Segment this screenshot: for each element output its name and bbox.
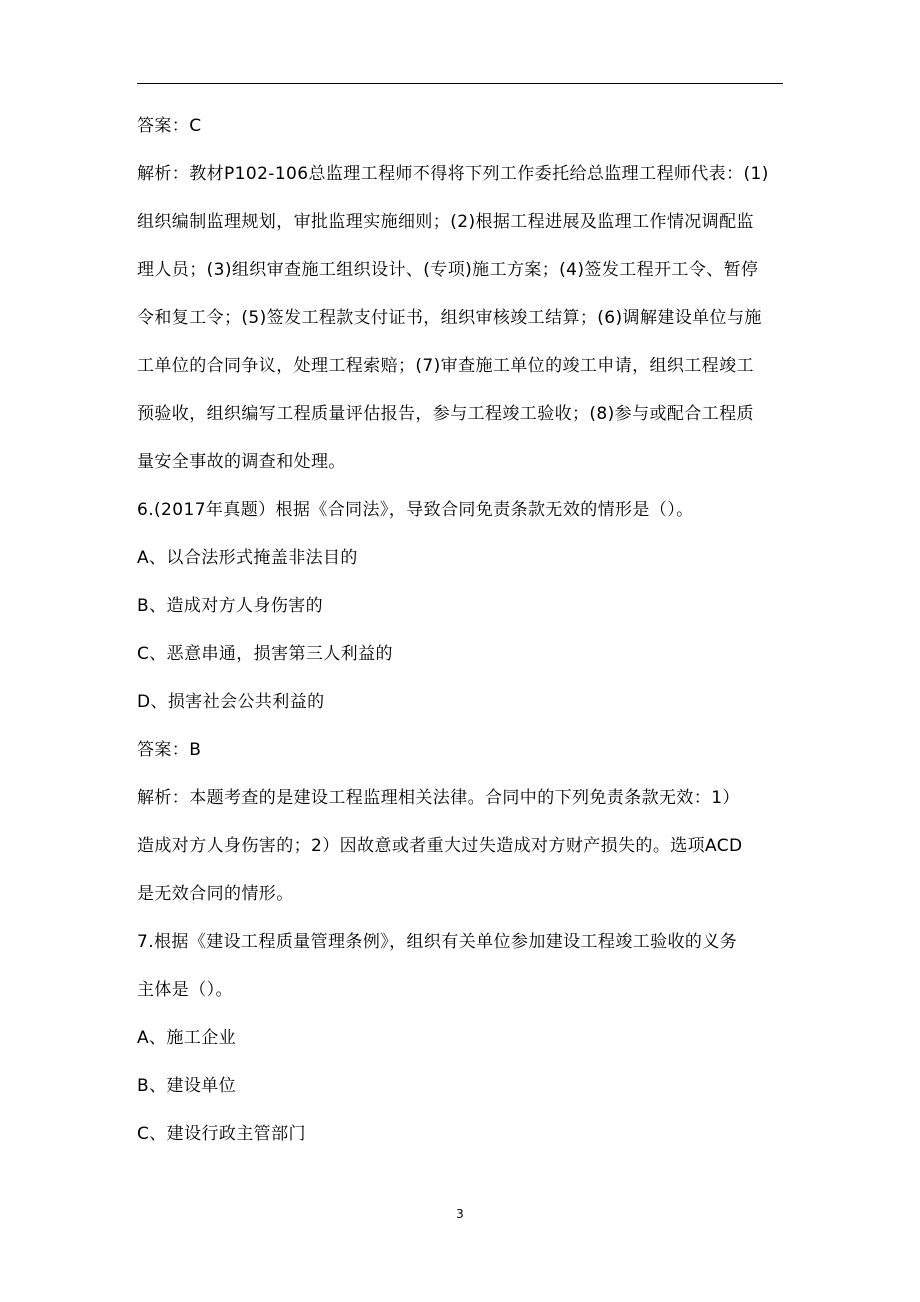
explanation-6-line-3: 是无效合同的情形。 (137, 884, 294, 904)
question-6: 6.(2017年真题）根据《合同法》，导致合同免责条款无效的情形是（）。 (137, 500, 694, 520)
explanation-5-line-6: 预验收，组织编写工程质量评估报告，参与工程竣工验收；(8)参与或配合工程质 (137, 404, 754, 424)
explanation-5-line-1: 解析：教材P102-106总监理工程师不得将下列工作委托给总监理工程师代表：(1) (137, 164, 769, 184)
question-7-option-c: C、建设行政主管部门 (137, 1124, 306, 1144)
explanation-5-line-3: 理人员；(3)组织审查施工组织设计、(专项)施工方案；(4)签发工程开工令、暂停 (137, 260, 759, 280)
question-7-option-a: A、施工企业 (137, 1028, 237, 1048)
explanation-5-line-4: 令和复工令；(5)签发工程款支付证书，组织审核竣工结算；(6)调解建设单位与施 (137, 308, 762, 328)
explanation-5-line-2: 组织编制监理规划，审批监理实施细则；(2)根据工程进展及监理工作情况调配监 (137, 212, 754, 232)
explanation-6-line-1: 解析：本题考查的是建设工程监理相关法律。合同中的下列免责条款无效：1） (137, 788, 740, 808)
explanation-6-line-2: 造成对方人身伤害的；2）因故意或者重大过失造成对方财产损失的。选项ACD (137, 836, 743, 856)
explanation-5-line-7: 量安全事故的调查和处理。 (137, 452, 346, 472)
answer-6: 答案：B (137, 740, 202, 760)
explanation-5-line-5: 工单位的合同争议，处理工程索赔；(7)审查施工单位的竣工申请，组织工程竣工 (137, 356, 754, 376)
question-7-line-2: 主体是（）。 (137, 980, 233, 1000)
question-7-line-1: 7.根据《建设工程质量管理条例》，组织有关单位参加建设工程竣工验收的义务 (137, 932, 738, 952)
answer-5: 答案：C (137, 116, 202, 136)
header-rule (137, 83, 783, 84)
question-6-option-a: A、以合法形式掩盖非法目的 (137, 548, 358, 568)
question-6-option-c: C、恶意串通，损害第三人利益的 (137, 644, 393, 664)
question-7-option-b: B、建设单位 (137, 1076, 237, 1096)
page-number: 3 (456, 1207, 464, 1221)
question-6-option-b: B、造成对方人身伤害的 (137, 596, 324, 616)
question-6-option-d: D、损害社会公共利益的 (137, 692, 325, 712)
